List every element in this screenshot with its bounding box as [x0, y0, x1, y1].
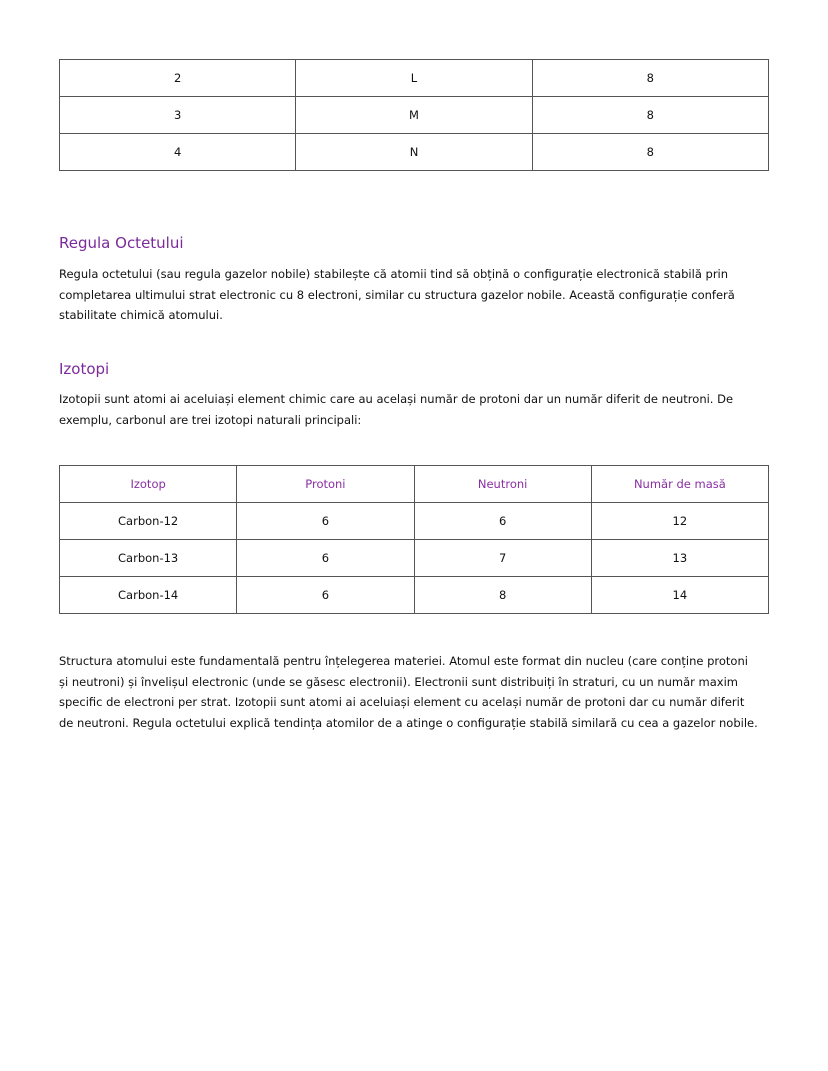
table-cell: 14 [591, 577, 768, 614]
column-header-neutrons: Neutroni [414, 466, 591, 503]
table-cell: 3 [60, 97, 296, 134]
column-header-mass-number: Număr de masă [591, 466, 768, 503]
table-row [60, 60, 769, 97]
table-cell: N [296, 134, 532, 171]
electron-shells-table [59, 59, 769, 171]
table-cell: 6 [237, 540, 414, 577]
table-cell: M [296, 97, 532, 134]
table-cell: 6 [414, 503, 591, 540]
table-cell: 8 [532, 60, 768, 97]
table-cell: 4 [60, 134, 296, 171]
table-cell: Carbon-12 [60, 503, 237, 540]
isotopes-heading: Izotopi [59, 360, 110, 378]
table-row [60, 503, 769, 540]
table-header-row [60, 466, 769, 503]
table-cell: 8 [532, 97, 768, 134]
table-cell: 7 [414, 540, 591, 577]
isotopes-paragraph: Izotopii sunt atomi ai aceluiași element chimic care au același număr de protoni dar un număr diferit de neutroni. De exemplu, carbonul are trei izotopi naturali principali: [59, 392, 734, 427]
isotopes-table [59, 465, 769, 614]
summary-paragraph: Structura atomului este fundamentală pentru înțelegerea materiei. Atomul este format din nucleu (care conține protoni și neutroni) și învelișul electronic (unde se găsesc electronii). Electronii sunt distribuiți în straturi, cu un număr maxim specific de electroni per strat. Izotopii sunt atomi ai aceluiași element cu același număr de protoni dar cu număr diferit de neutroni. Regula octetului explică tendința atomilor de a atinge o configurație stabilă similară cu cea a gazelor nobile. [59, 654, 758, 730]
table-cell: 12 [591, 503, 768, 540]
table-row [60, 577, 769, 614]
table-cell: Carbon-14 [60, 577, 237, 614]
octet-rule-paragraph: Regula octetului (sau regula gazelor nobile) stabilește că atomii tind să obțină o configurație electronică stabilă prin completarea ultimului strat electronic cu 8 electroni, similar cu structura gazelor nobile. Această configurație conferă stabilitate chimică atomului. [59, 267, 735, 322]
table-row [60, 540, 769, 577]
table-row [60, 97, 769, 134]
table-cell: 2 [60, 60, 296, 97]
table-cell: Carbon-13 [60, 540, 237, 577]
table-cell: 6 [237, 503, 414, 540]
column-header-protons: Protoni [237, 466, 414, 503]
table-cell: L [296, 60, 532, 97]
column-header-isotope: Izotop [60, 466, 237, 503]
table-cell: 13 [591, 540, 768, 577]
octet-rule-heading: Regula Octetului [59, 234, 184, 252]
table-row [60, 134, 769, 171]
table-cell: 6 [237, 577, 414, 614]
table-cell: 8 [414, 577, 591, 614]
table-cell: 8 [532, 134, 768, 171]
